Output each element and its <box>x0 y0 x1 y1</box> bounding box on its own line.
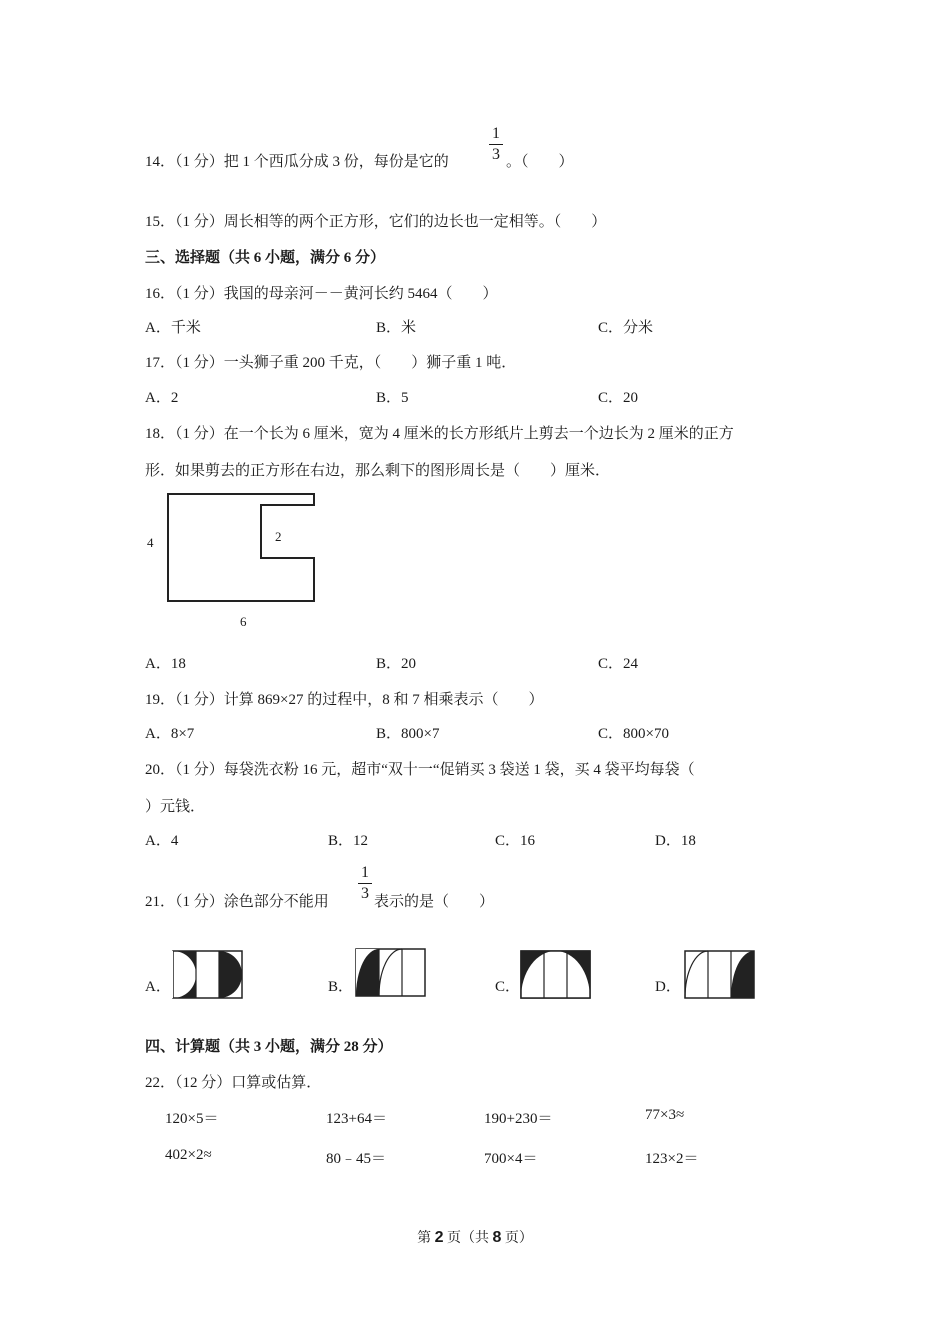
q20-option-b[interactable]: B．12 <box>328 833 369 849</box>
q21-option-d[interactable]: D． <box>655 979 681 995</box>
q20-option-d[interactable]: D．18 <box>655 833 696 849</box>
shaded-region-right <box>219 951 242 998</box>
footer-suffix: 页） <box>504 1231 533 1246</box>
q19-option-b[interactable]: B．800×7 <box>376 726 440 742</box>
calc-item: 123×2＝ <box>645 1151 699 1167</box>
page-footer <box>0 1227 950 1247</box>
fraction-numerator: 1 <box>361 864 369 881</box>
q17-option-c[interactable]: C．20 <box>598 390 639 406</box>
shaded-region-left <box>173 951 196 998</box>
notched-rectangle-shape <box>168 494 314 601</box>
page-total: 8 <box>492 1229 502 1246</box>
q17-option-b[interactable]: B．5 <box>376 390 409 406</box>
q20-option-c[interactable]: C．16 <box>495 833 536 849</box>
question-20-line2: ）元钱． <box>145 799 206 815</box>
question-21: 21．（1 分）涂色部分不能用 <box>145 894 329 910</box>
question-21-tail: 表示的是（ ） <box>374 894 495 910</box>
question-20-line1: 20．（1 分）每袋洗衣粉 16 元，超市“双十一“促销买 3 袋送 1 袋，买 4 袋平均每袋（ <box>145 762 695 778</box>
q18-option-a[interactable]: A．18 <box>145 656 186 672</box>
q21-option-b[interactable]: B． <box>328 979 354 995</box>
footer-middle: 页（共 <box>447 1231 489 1246</box>
fraction-one-third <box>489 125 503 164</box>
q16-option-a[interactable]: A．千米 <box>145 320 201 336</box>
q21-figure-a[interactable] <box>172 950 244 1000</box>
fraction-numerator: 1 <box>492 125 500 142</box>
q21-option-a[interactable]: A． <box>145 979 171 995</box>
calc-item: 80﹣45＝ <box>326 1151 387 1167</box>
q18-option-b[interactable]: B．20 <box>376 656 417 672</box>
question-18-line1: 18．（1 分）在一个长为 6 厘米，宽为 4 厘米的长方形纸片上剪去一个边长为 2 厘米的正方 <box>145 426 734 442</box>
fraction-denominator: 3 <box>492 146 500 163</box>
calc-item: 190+230＝ <box>484 1111 553 1127</box>
figure-label-left: 4 <box>147 535 154 550</box>
fraction-one-third-q21 <box>358 864 372 903</box>
page-number: 2 <box>434 1229 444 1246</box>
fraction-denominator: 3 <box>361 885 369 902</box>
question-14-text: 14．（1 分）把 1 个西瓜分成 3 份，每份是它的 <box>145 154 449 170</box>
figure-label-bottom: 6 <box>240 614 247 629</box>
question-14-tail: 。（ ） <box>506 154 574 170</box>
figure-label-inner: 2 <box>275 529 282 544</box>
q19-option-c[interactable]: C．800×70 <box>598 726 669 742</box>
question-15: 15．（1 分）周长相等的两个正方形，它们的边长也一定相等。（ ） <box>145 214 607 230</box>
question-18-line2: 形．如果剪去的正方形在右边，那么剩下的图形周长是（ ）厘米． <box>145 463 611 479</box>
calc-item: 700×4＝ <box>484 1151 538 1167</box>
q21-figure-b[interactable] <box>355 948 427 998</box>
question-22: 22．（12 分）口算或估算． <box>145 1075 322 1091</box>
question-19: 19．（1 分）计算 869×27 的过程中，8 和 7 相乘表示（ ） <box>145 692 544 708</box>
calc-item: 77×3≈ <box>645 1107 685 1123</box>
section-3-title: 三、选择题（共 6 小题，满分 6 分） <box>145 250 386 266</box>
q17-option-a[interactable]: A．2 <box>145 390 179 406</box>
calc-item: 123+64＝ <box>326 1111 387 1127</box>
q21-option-c[interactable]: C． <box>495 979 521 995</box>
q19-option-a[interactable]: A．8×7 <box>145 726 195 742</box>
q21-figure-d[interactable] <box>684 950 756 1000</box>
question-16: 16．（1 分）我国的母亲河－－黄河长约 5464（ ） <box>145 286 498 302</box>
question-14 <box>145 150 449 171</box>
q21-figure-c[interactable] <box>520 950 592 1000</box>
section-4-title: 四、计算题（共 3 小题，满分 28 分） <box>145 1039 393 1055</box>
question-17: 17．（1 分）一头狮子重 200 千克，（ ）狮子重 1 吨． <box>145 355 517 371</box>
q16-option-b[interactable]: B．米 <box>376 320 417 336</box>
q18-option-c[interactable]: C．24 <box>598 656 639 672</box>
q16-option-c[interactable]: C．分米 <box>598 320 654 336</box>
calc-item: 120×5＝ <box>165 1111 219 1127</box>
q18-figure <box>140 485 340 635</box>
calc-item: 402×2≈ <box>165 1147 212 1163</box>
q20-option-a[interactable]: A．4 <box>145 833 179 849</box>
shaded-region <box>731 951 754 998</box>
footer-prefix: 第 <box>417 1231 432 1246</box>
